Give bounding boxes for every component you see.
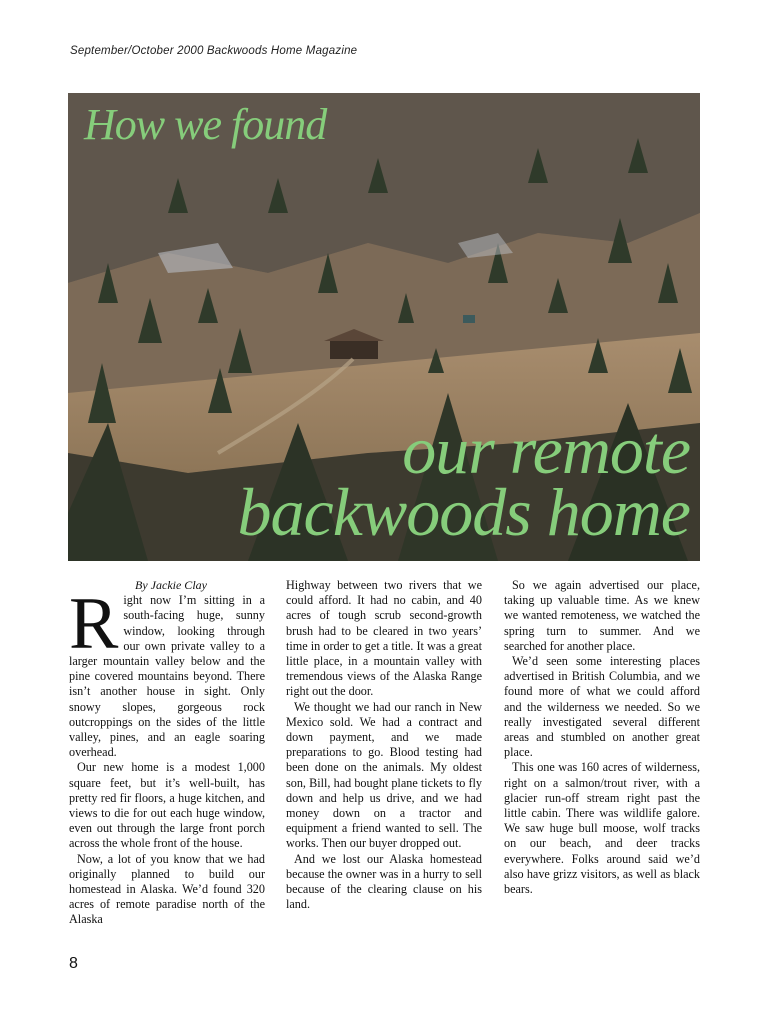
text-column-3: [504, 578, 700, 897]
paragraph: Now, a lot of you know that we had originally planned to build our homestead in Alaska. We’d found 320 acres of remote paradise north of the Alaska: [69, 851, 265, 927]
page-number: 8: [69, 955, 78, 972]
hero-photo: [68, 93, 700, 561]
article-title-line-1: How we found: [84, 100, 327, 149]
paragraph: Our new home is a modest 1,000 square feet, but it’s well-built, has pretty red fir floors, a huge kitchen, and views to die for out each huge window, even out through the large front porch across the whole front of the house.: [69, 760, 265, 851]
running-header: September/October 2000 Backwoods Home Magazine: [70, 45, 358, 57]
text-column-2: [286, 578, 482, 912]
article-title-line-2: our remote: [402, 412, 690, 488]
paragraph: This one was 160 acres of wilderness, right on a salmon/trout river, with a glacier run-off stream right past the little cabin. There was wildlife galore. We saw huge bull moose, wolf tracks on our beach, and deer tracks everywhere. Folks around said we’d also have grizz visitors, as well as black bears.: [504, 760, 700, 897]
paragraph-text: ight now I’m sitting in a south-facing huge, sunny window, looking through our own private valley to a larger mountain valley below and the pine covered mountains beyond. There isn’t another house in sight. Only snowy slopes, gorgeous rock outcroppings on the sides of the little valley, pines, and an eagle soaring overhead.: [69, 593, 265, 760]
paragraph: We thought we had our ranch in New Mexico sold. We had a contract and down payment, and we made preparations to go. Blood testing had been done on the animals. My oldest son, Bill, had bought plane tickets to fly down and help us drive, and we had money down on a tractor and equipment a friend wanted to sell. The works. Then our buyer dropped out.: [286, 699, 482, 851]
article-title-line-3: backwoods home: [237, 474, 690, 550]
paragraph: Highway between two rivers that we could afford. It had no cabin, and 40 acres of tough scrub second-growth brush had to be cleared in two years’ time in order to get a title. It was a great little place, in a mountain valley with tremendous views of the Alaska Range right out the door.: [286, 578, 482, 699]
paragraph: And we lost our Alaska homestead because the owner was in a hurry to sell because of the clearing clause on his land.: [286, 851, 482, 912]
drop-cap: R: [69, 583, 119, 666]
byline: By Jackie Clay: [135, 578, 207, 592]
paragraph: So we again advertised our place, taking up valuable time. As we knew we wanted remoteness, we watched the spring turn to summer. And we searched for another place.: [504, 578, 700, 653]
paragraph: We’d seen some interesting places advertised in British Columbia, and we found more of what we could afford and the wilderness we needed. So we really investigated several different areas and stumbled on another great place.: [504, 654, 700, 760]
text-column-1: [69, 578, 265, 928]
